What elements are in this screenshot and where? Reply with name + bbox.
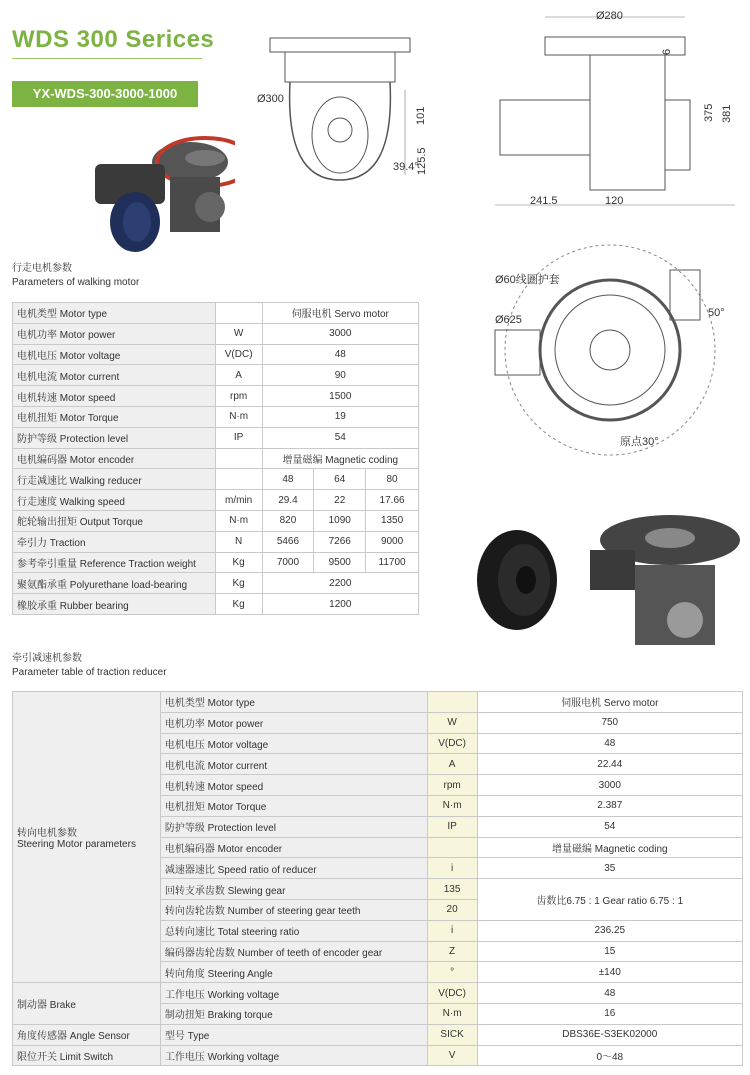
- param-label: 电机类型 Motor type: [13, 303, 216, 324]
- origin-label: 原点30°: [620, 436, 659, 448]
- param-value: 90: [262, 365, 418, 386]
- param-value: 29.4: [262, 490, 314, 511]
- walking-motor-row: [13, 386, 419, 407]
- height-125-label: 125.5: [416, 147, 428, 175]
- param-label: 总转向速比 Total steering ratio: [160, 920, 427, 941]
- param-value: 0～48: [477, 1045, 742, 1066]
- traction-reducer-row: [13, 692, 743, 713]
- param-label: 参考牵引重量 Reference Traction weight: [13, 552, 216, 573]
- param-unit: IP: [215, 427, 262, 448]
- walking-motor-row: [13, 531, 419, 552]
- param-label: 工作电压 Working voltage: [160, 983, 427, 1004]
- height-375-label: 375: [703, 103, 715, 122]
- param-value: 7000: [262, 552, 314, 573]
- param-label: 防护等级 Protection level: [160, 816, 427, 837]
- param-label: 电机编码器 Motor encoder: [13, 448, 216, 469]
- angle-50-label: 50°: [708, 307, 725, 319]
- param-value: 1200: [262, 594, 418, 615]
- walking-motor-row: [13, 323, 419, 344]
- param-label: 电机转速 Motor speed: [13, 386, 216, 407]
- param-value: 伺服电机 Servo motor: [262, 303, 418, 324]
- param-unit: i: [427, 858, 477, 879]
- param-value: ±140: [477, 962, 742, 983]
- param-label: 电机编码器 Motor encoder: [160, 837, 427, 858]
- traction-reducer-title-en: Parameter table of traction reducer: [12, 667, 167, 678]
- param-value: 750: [477, 712, 742, 733]
- traction-reducer-table: [12, 691, 743, 1066]
- param-unit: Kg: [215, 594, 262, 615]
- tire-photo: [462, 525, 572, 635]
- param-label: 型号 Type: [160, 1024, 427, 1045]
- param-value: 236.25: [477, 920, 742, 941]
- assembly-photo: [575, 510, 745, 660]
- walking-motor-row: [13, 552, 419, 573]
- param-unit: N·m: [215, 406, 262, 427]
- param-value: 9500: [314, 552, 366, 573]
- param-unit: Kg: [215, 573, 262, 594]
- param-label: 行走速度 Walking speed: [13, 490, 216, 511]
- param-value: 54: [262, 427, 418, 448]
- group-brake: 制动器 Brake: [13, 983, 161, 1025]
- top-diameter-label: Ø280: [596, 10, 623, 22]
- side-diameter-label: Ø300: [257, 93, 284, 105]
- param-unit: N·m: [427, 1003, 477, 1024]
- page-title: WDS 300 Serices: [12, 26, 215, 53]
- param-label: 电机电流 Motor current: [13, 365, 216, 386]
- param-value: 48: [262, 469, 314, 490]
- param-value: 2200: [262, 573, 418, 594]
- gear-ring-label: Ø60线圈护套: [495, 274, 560, 286]
- param-label: 电机功率 Motor power: [160, 712, 427, 733]
- param-value: 22: [314, 490, 366, 511]
- gear-top-view-drawing: [490, 240, 745, 460]
- walking-motor-row: [13, 427, 419, 448]
- param-unit: i: [427, 920, 477, 941]
- param-value: 5466: [262, 531, 314, 552]
- walking-motor-row: [13, 365, 419, 386]
- walking-motor-row: [13, 303, 419, 324]
- param-value: 增量磁编 Magnetic coding: [477, 837, 742, 858]
- param-value: DBS36E-S3EK02000: [477, 1024, 742, 1045]
- height-101-label: 101: [415, 106, 427, 125]
- walking-motor-title-en: Parameters of walking motor: [12, 277, 140, 288]
- param-value: 11700: [366, 552, 419, 573]
- title-divider: [12, 58, 202, 59]
- param-label: 制动扭矩 Braking torque: [160, 1003, 427, 1024]
- param-label: 牵引力 Traction: [13, 531, 216, 552]
- param-unit: SICK: [427, 1024, 477, 1045]
- param-label: 电机电压 Motor voltage: [13, 344, 216, 365]
- param-label: 电机扭矩 Motor Torque: [13, 406, 216, 427]
- walking-motor-row: [13, 510, 419, 531]
- param-label: 电机功率 Motor power: [13, 323, 216, 344]
- param-label: 电机电流 Motor current: [160, 754, 427, 775]
- param-value: 伺服电机 Servo motor: [477, 692, 742, 713]
- width-241-label: 241.5: [530, 195, 558, 207]
- drive-wheel-photo: [75, 122, 235, 262]
- param-value: 17.66: [366, 490, 419, 511]
- width-120-label: 120: [605, 195, 624, 207]
- param-unit: V: [427, 1045, 477, 1066]
- param-value: 48: [262, 344, 418, 365]
- param-unit: V(DC): [215, 344, 262, 365]
- param-value: 35: [477, 858, 742, 879]
- param-value: 1500: [262, 386, 418, 407]
- traction-reducer-title-cn: 牵引减速机参数: [12, 653, 82, 664]
- param-value: 1090: [314, 510, 366, 531]
- param-label: 减速器速比 Speed ratio of reducer: [160, 858, 427, 879]
- param-unit: N: [215, 531, 262, 552]
- param-value: 2.387: [477, 795, 742, 816]
- param-label: 舵轮输出扭矩 Output Torque: [13, 510, 216, 531]
- side-view-drawing: [255, 30, 435, 210]
- param-unit: Z: [427, 941, 477, 962]
- param-label: 回转支承齿数 Slewing gear: [160, 879, 427, 900]
- param-unit: V(DC): [427, 733, 477, 754]
- param-value: 16: [477, 1003, 742, 1024]
- param-label: 防护等级 Protection level: [13, 427, 216, 448]
- param-label: 电机扭矩 Motor Torque: [160, 795, 427, 816]
- param-unit: A: [215, 365, 262, 386]
- traction-reducer-row: [13, 983, 743, 1004]
- param-unit: rpm: [427, 775, 477, 796]
- model-badge: YX-WDS-300-3000-1000: [12, 81, 198, 107]
- param-label: 电机转速 Motor speed: [160, 775, 427, 796]
- angle-label: 39.4°: [393, 161, 419, 173]
- param-value: 齿数比6.75 : 1 Gear ratio 6.75 : 1: [477, 879, 742, 921]
- param-value: 80: [366, 469, 419, 490]
- param-unit: IP: [427, 816, 477, 837]
- walking-motor-row: [13, 406, 419, 427]
- param-unit: A: [427, 754, 477, 775]
- offset-6-label: 6: [661, 48, 673, 55]
- param-value: 3000: [477, 775, 742, 796]
- group-limit-switch: 限位开关 Limit Switch: [13, 1045, 161, 1066]
- param-unit: 20: [427, 899, 477, 920]
- param-label: 转向角度 Steering Angle: [160, 962, 427, 983]
- traction-reducer-row: [13, 1045, 743, 1066]
- param-unit: [427, 837, 477, 858]
- gear-diameter-label: Ø625: [495, 314, 522, 326]
- param-value: 22.44: [477, 754, 742, 775]
- param-label: 转向齿轮齿数 Number of steering gear teeth: [160, 899, 427, 920]
- group-steering: 转向电机参数 Steering Motor parameters: [13, 692, 161, 983]
- group-angle-sensor: 角度传感器 Angle Sensor: [13, 1024, 161, 1045]
- walking-motor-row: [13, 490, 419, 511]
- param-value: 3000: [262, 323, 418, 344]
- param-value: 820: [262, 510, 314, 531]
- param-unit: [215, 448, 262, 469]
- param-label: 行走减速比 Walking reducer: [13, 469, 216, 490]
- param-value: 48: [477, 733, 742, 754]
- param-value: 64: [314, 469, 366, 490]
- param-unit: m/min: [215, 490, 262, 511]
- param-unit: W: [215, 323, 262, 344]
- param-unit: [427, 692, 477, 713]
- param-unit: N·m: [427, 795, 477, 816]
- walking-motor-row: [13, 469, 419, 490]
- param-unit: rpm: [215, 386, 262, 407]
- param-unit: N·m: [215, 510, 262, 531]
- walking-motor-row: [13, 573, 419, 594]
- param-label: 聚氨酯承重 Polyurethane load-bearing: [13, 573, 216, 594]
- param-unit: W: [427, 712, 477, 733]
- front-view-drawing: [490, 5, 745, 215]
- param-unit: [215, 303, 262, 324]
- param-value: 48: [477, 983, 742, 1004]
- param-unit: °: [427, 962, 477, 983]
- param-value: 54: [477, 816, 742, 837]
- param-value: 19: [262, 406, 418, 427]
- param-value: 1350: [366, 510, 419, 531]
- param-unit: Kg: [215, 552, 262, 573]
- walking-motor-row: [13, 344, 419, 365]
- param-label: 编码器齿轮齿数 Number of teeth of encoder gear: [160, 941, 427, 962]
- param-value: 7266: [314, 531, 366, 552]
- walking-motor-row: [13, 448, 419, 469]
- param-unit: [215, 469, 262, 490]
- param-value: 增量磁编 Magnetic coding: [262, 448, 418, 469]
- walking-motor-row: [13, 594, 419, 615]
- param-label: 电机类型 Motor type: [160, 692, 427, 713]
- param-unit: 135: [427, 879, 477, 900]
- walking-motor-title-cn: 行走电机参数: [12, 263, 72, 274]
- walking-motor-table: [12, 302, 419, 615]
- param-label: 橡胶承重 Rubber bearing: [13, 594, 216, 615]
- param-label: 工作电压 Working voltage: [160, 1045, 427, 1066]
- traction-reducer-row: [13, 1024, 743, 1045]
- param-label: 电机电压 Motor voltage: [160, 733, 427, 754]
- height-381-label: 381: [721, 104, 733, 123]
- param-value: 15: [477, 941, 742, 962]
- param-value: 9000: [366, 531, 419, 552]
- param-unit: V(DC): [427, 983, 477, 1004]
